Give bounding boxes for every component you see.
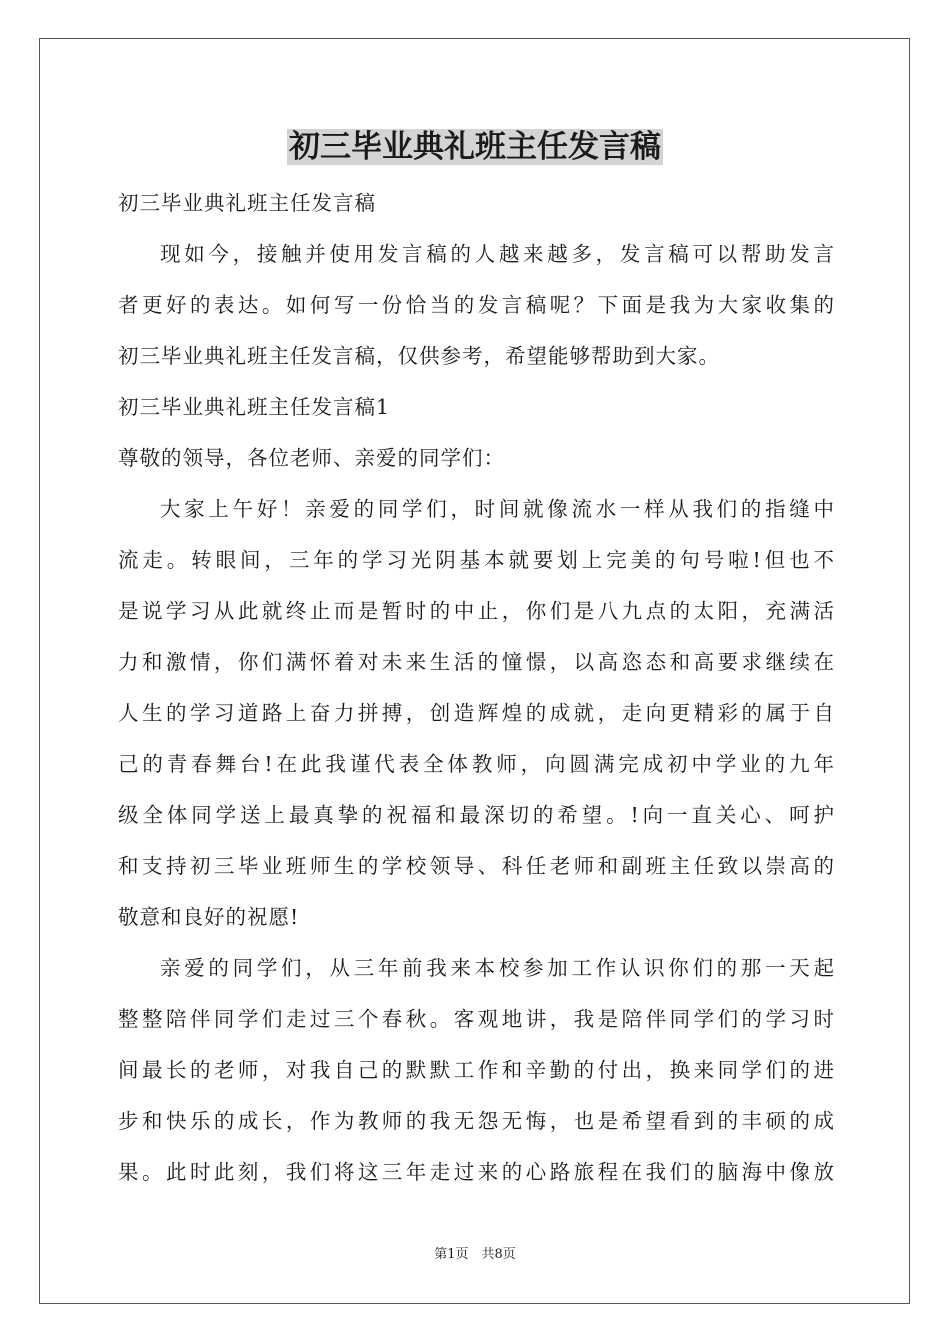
paragraph2-line: 果。此时此刻，我们将这三年走过来的心路旅程在我们的脑海中像放	[118, 1160, 834, 1184]
paragraph2-line: 间最长的老师，对我自己的默默工作和辛勤的付出，换来同学们的进	[118, 1058, 834, 1082]
paragraph2-line: 亲爱的同学们，从三年前我来本校参加工作认识你们的那一天起	[160, 956, 834, 980]
paragraph1-line: 大家上午好！亲爱的同学们，时间就像流水一样从我们的指缝中	[160, 497, 834, 521]
document-title	[0, 125, 950, 169]
paragraph1-line: 流走。转眼间，三年的学习光阴基本就要划上完美的句号啦!但也不	[118, 548, 834, 572]
paragraph1-line: 力和激情，你们满怀着对未来生活的憧憬，以高恣态和高要求继续在	[118, 650, 834, 674]
paragraph1-line: 人生的学习道路上奋力拼搏，创造辉煌的成就，走向更精彩的属于自	[118, 701, 834, 725]
salutation: 尊敬的领导，各位老师、亲爱的同学们：	[118, 446, 505, 470]
section-heading: 初三毕业典礼班主任发言稿1	[118, 395, 391, 419]
paragraph1-line: 是说学习从此就终止而是暂时的中止，你们是八九点的太阳，充满活	[118, 599, 834, 623]
paragraph2-line: 步和快乐的成长，作为教师的我无怨无悔，也是希望看到的丰硕的成	[118, 1109, 834, 1133]
subtitle: 初三毕业典礼班主任发言稿	[118, 191, 376, 215]
paragraph1-line: 己的青春舞台!在此我谨代表全体教师，向圆满完成初中学业的九年	[118, 752, 834, 776]
paragraph2-line: 整整陪伴同学们走过三个春秋。客观地讲，我是陪伴同学们的学习时	[118, 1007, 834, 1031]
paragraph1-line: 敬意和良好的祝愿!	[118, 905, 300, 929]
intro-line: 现如今，接触并使用发言稿的人越来越多，发言稿可以帮助发言	[160, 242, 834, 266]
intro-line: 初三毕业典礼班主任发言稿，仅供参考，希望能够帮助到大家。	[118, 344, 720, 368]
intro-line: 者更好的表达。如何写一份恰当的发言稿呢？下面是我为大家收集的	[118, 293, 834, 317]
document-title-text: 初三毕业典礼班主任发言稿	[289, 129, 661, 165]
document-body	[118, 178, 834, 1198]
paragraph1-line: 和支持初三毕业班师生的学校领导、科任老师和副班主任致以崇高的	[118, 854, 834, 878]
page-number-footer: 第1页 共8页	[434, 1247, 516, 1262]
paragraph1-line: 级全体同学送上最真挚的祝福和最深切的希望。!向一直关心、呵护	[118, 803, 834, 827]
